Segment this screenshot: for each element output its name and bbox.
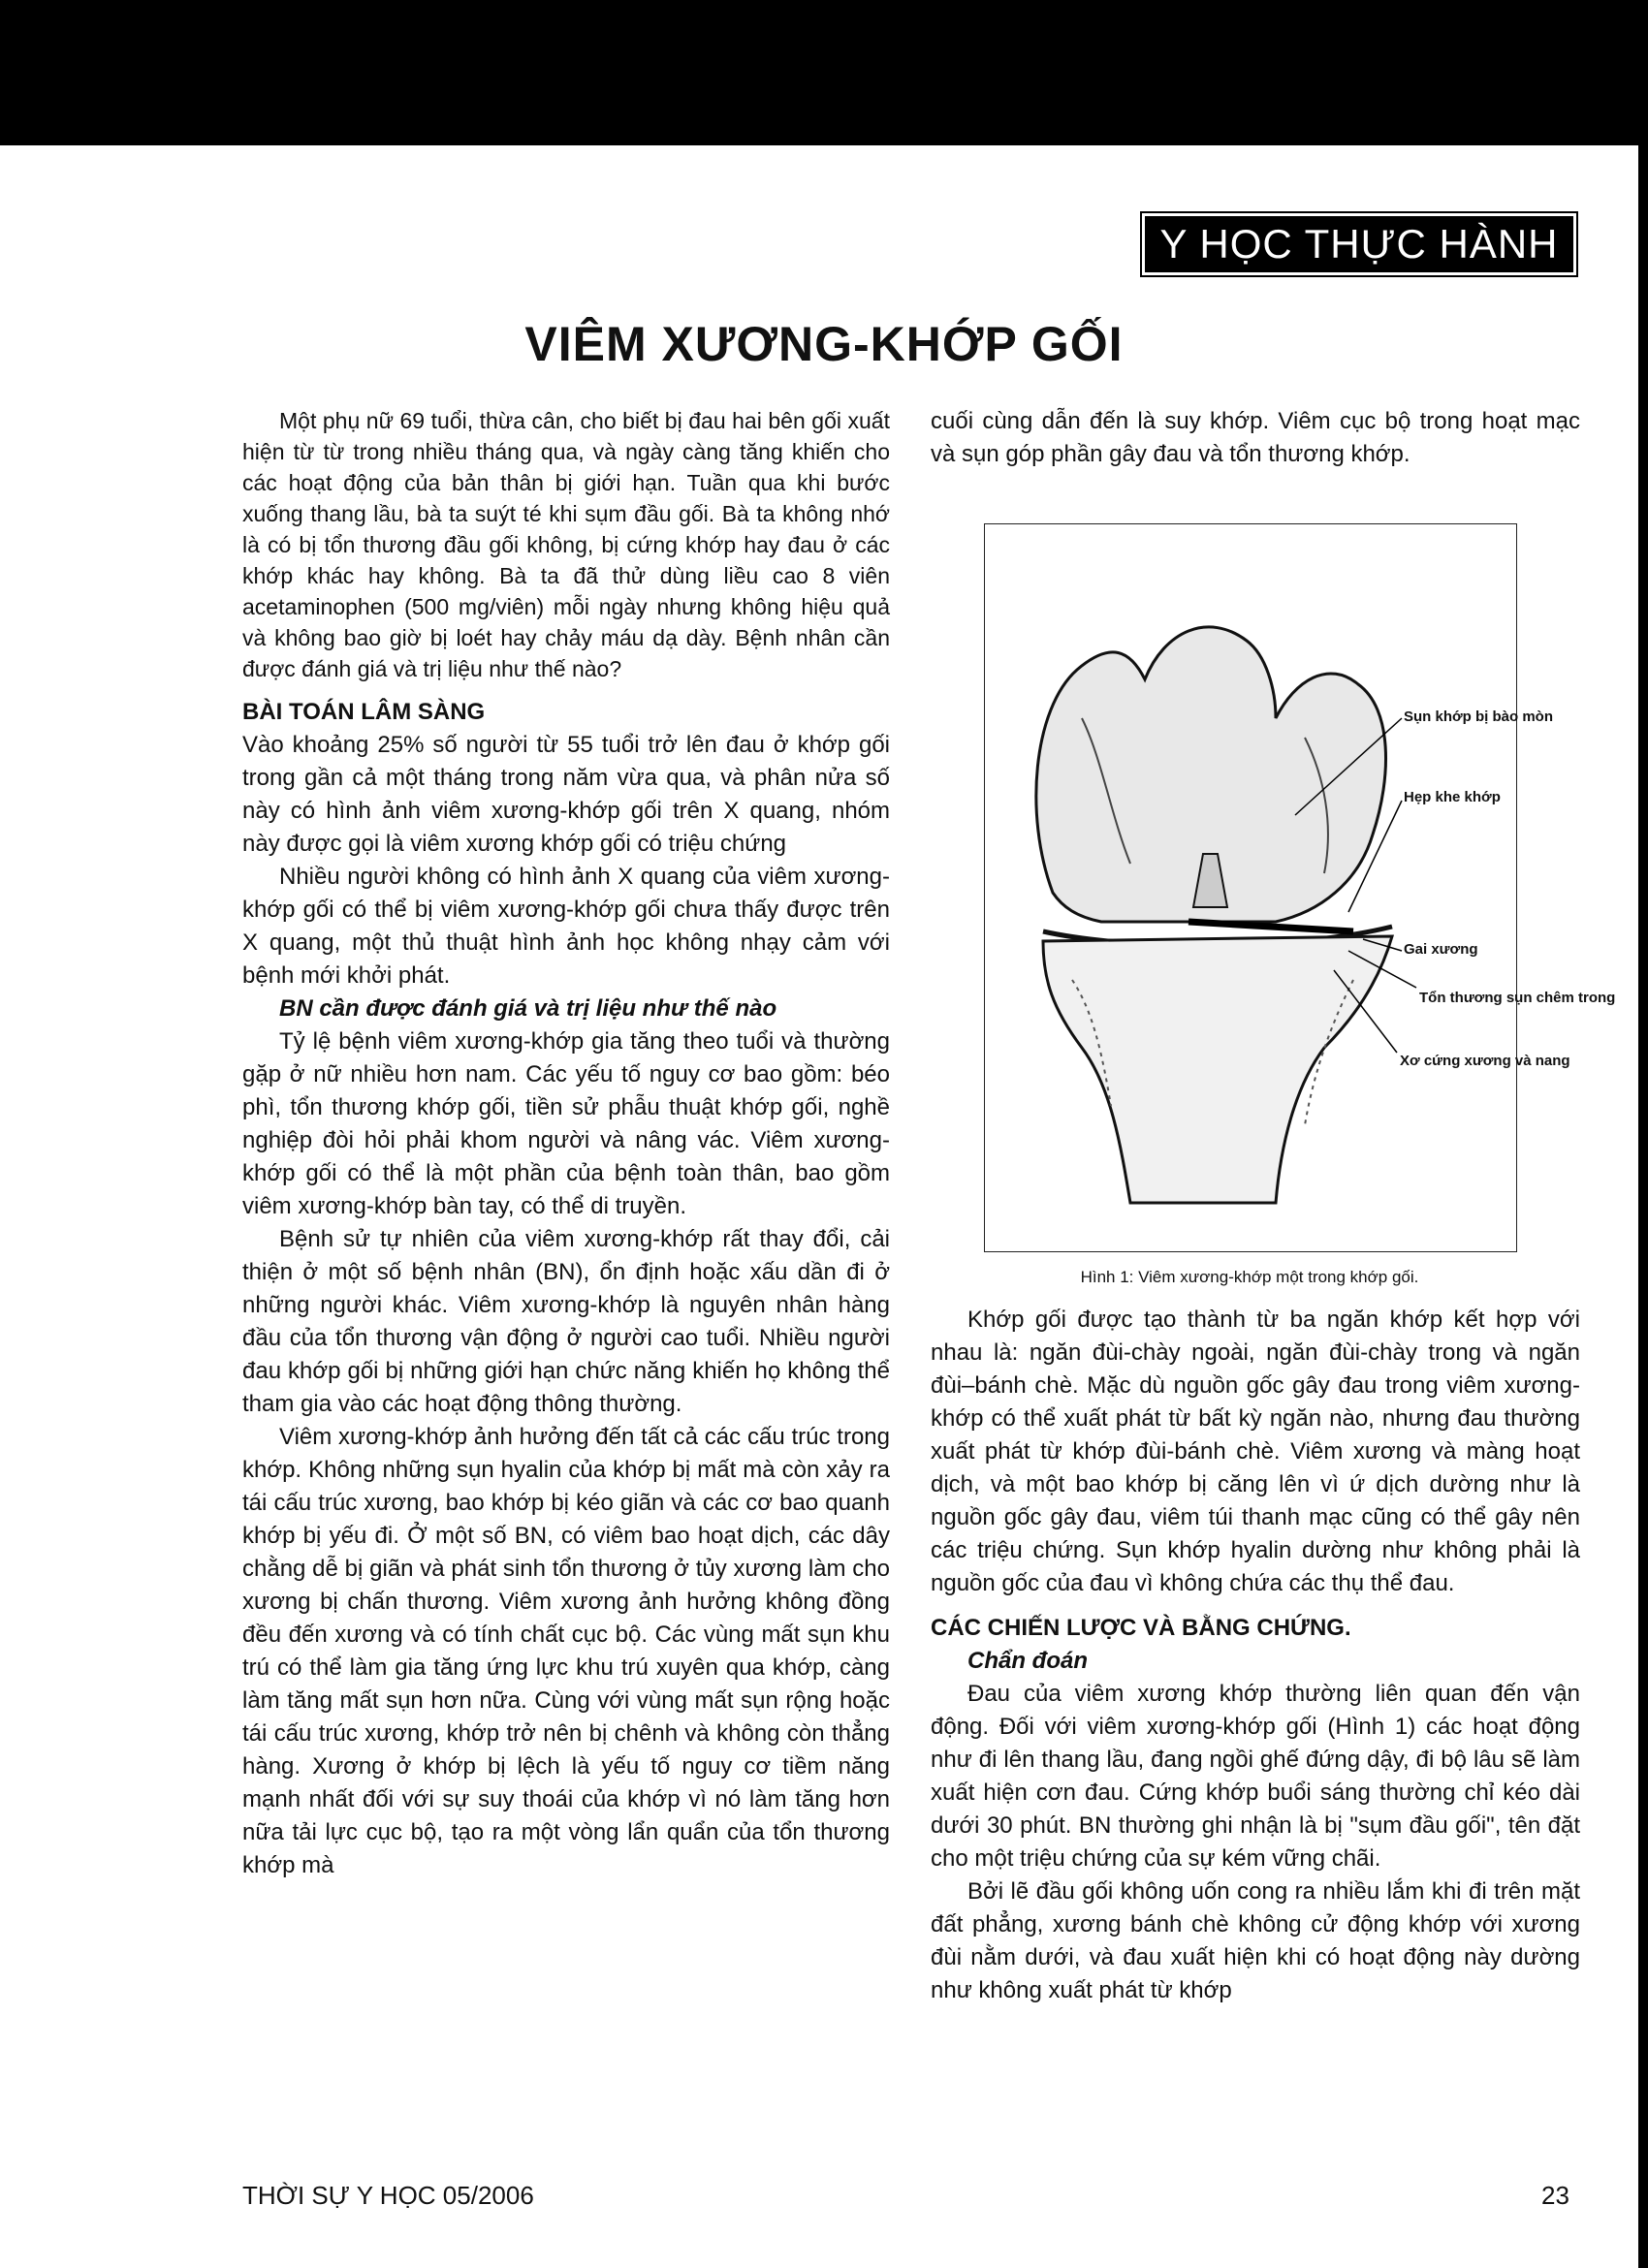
- knee-figure: [984, 523, 1616, 1252]
- paragraph: Bởi lẽ đầu gối không uốn cong ra nhiều lắm khi đi trên mặt đất phẳng, xương bánh chè không cử động khớp với xương đùi nằm dưới, và đau xuất hiện khi có hoạt động này dường như không xuất phát từ khớp: [931, 1878, 1580, 2003]
- subheading-diagnosis: Chẩn đoán: [967, 1648, 1088, 1674]
- heading-clinical-problem: BÀI TOÁN LÂM SÀNG: [242, 699, 486, 725]
- paragraph: Đau của viêm xương khớp thường liên quan đến vận động. Đối với viêm xương-khớp gối (Hình 1) các hoạt động như đi lên thang lầu, đang ngồi ghế đứng dậy, đi bộ lâu sẽ làm xuất hiện cơn đau. Cứng khớp buổi sáng thường chỉ kéo dài dưới 30 phút. BN thường ghi nhận là bị "sụm đầu gối", tên đặt cho một triệu chứng của sự kém vững chãi.: [931, 1681, 1580, 1872]
- knee-illustration: [985, 524, 1516, 1251]
- figure-label: Gai xương: [1404, 941, 1478, 958]
- figure-caption: Hình 1: Viêm xương-khớp một trong khớp gối.: [1080, 1268, 1419, 1286]
- intro-paragraph: Một phụ nữ 69 tuổi, thừa cân, cho biết bị đau hai bên gối xuất hiện từ từ trong nhiều tháng qua, và ngày càng tăng khiến cho các hoạt động của bản thân bị giới hạn. Tuần qua khi bước xuống thang lầu, bà ta suýt té khi sụm đầu gối. Bà ta không nhớ là có bị tổn thương đầu gối không, bị cứng khớp hay đau ở các khớp khác hay không. Bà ta đã thử dùng liều cao 8 viên acetaminophen (500 mg/viên) mỗi ngày nhưng không hiệu quả và không bao giờ bị loét hay chảy máu dạ dày. Bệnh nhân cần được đánh giá và trị liệu như thế nào?: [242, 408, 890, 681]
- article-title: VIÊM XƯƠNG-KHỚP GỐI: [524, 317, 1124, 371]
- page-number: 23: [1541, 2181, 1569, 2210]
- figure-label: Xơ cứng xương và nang: [1400, 1053, 1570, 1069]
- right-column-bottom: [931, 1304, 1580, 2007]
- figure-label: Sụn khớp bị bào mòn: [1404, 709, 1553, 725]
- subheading-evaluation: BN cần được đánh giá và trị liệu như thế nào: [279, 995, 777, 1022]
- paragraph: Tỷ lệ bệnh viêm xương-khớp gia tăng theo tuổi và thường gặp ở nữ nhiều hơn nam. Các yếu tố nguy cơ bao gồm: béo phì, tổn thương khớp gối, tiền sử phẫu thuật khớp gối, nghề nghiệp đòi hỏi phải khom người và nâng vác. Viêm xương-khớp gối có thể là một phần của bệnh toàn thân, bao gồm viêm xương-khớp bàn tay, có thể di truyền.: [242, 1028, 890, 1219]
- left-column: [242, 405, 890, 1882]
- footer-journal: THỜI SỰ Y HỌC 05/2006: [242, 2181, 534, 2210]
- paragraph: Khớp gối được tạo thành từ ba ngăn khớp kết hợp với nhau là: ngăn đùi-chày ngoài, ngăn đùi-chày trong và ngăn đùi–bánh chè. Mặc dù nguồn gốc gây đau trong viêm xương-khớp có thể xuất phát từ bất kỳ ngăn nào, nhưng đau thường xuất phát từ khớp đùi-bánh chè. Viêm xương và màng hoạt dịch, và một bao khớp bị căng lên vì ứ dịch dường như là nguồn gốc gây đau, viêm túi thanh mạc cũng có thể gây nên các triệu chứng. Sụn khớp hyalin dường như không phải là nguồn gốc của đau vì không chứa các thụ thể đau.: [931, 1307, 1580, 1596]
- paragraph: cuối cùng dẫn đến là suy khớp. Viêm cục bộ trong hoạt mạc và sụn góp phần gây đau và tổn thương khớp.: [931, 408, 1580, 467]
- paragraph: Viêm xương-khớp ảnh hưởng đến tất cả các cấu trúc trong khớp. Không những sụn hyalin của khớp bị mất mà còn xảy ra tái cấu trúc xương, bao khớp bị kéo giãn và các cơ bao quanh khớp bị yếu đi. Ở một số BN, có viêm bao hoạt dịch, các dây chằng dễ bị giãn và phát sinh tổn thương ở tủy xương làm cho xương bị chấn thương. Viêm xương ảnh hưởng không đồng đều đến xương và có tính chất cục bộ. Các vùng mất sụn khu trú có thể làm gia tăng ứng lực khu trú xuyên qua khớp, càng làm tăng mất sụn hơn nữa. Cùng với vùng mất sụn rộng hoặc tái cấu trúc xương, khớp trở nên bị chênh và không còn thẳng hàng. Xương ở khớp bị lệch là yếu tố nguy cơ tiềm năng mạnh nhất đối với sự suy thoái của khớp vì nó làm tăng hơn nữa tải lực cục bộ, tạo ra một vòng lẩn quẩn của tổn thương khớp mà: [242, 1424, 890, 1878]
- figure-label: Tổn thương sụn chêm trong: [1419, 990, 1616, 1006]
- section-tag: Y HỌC THỰC HÀNH: [1142, 213, 1576, 275]
- scan-top-band: [0, 0, 1648, 145]
- paragraph: Bệnh sử tự nhiên của viêm xương-khớp rất thay đổi, cải thiện ở một số bệnh nhân (BN), ổn định hoặc xấu dần đi ở những người khác. Viêm xương-khớp là nguyên nhân hàng đầu của tổn thương vận động ở người cao tuổi. Nhiều người đau khớp gối bị những giới hạn chức năng khiến họ không thể tham gia vào các hoạt động thông thường.: [242, 1226, 890, 1417]
- paragraph: Vào khoảng 25% số người từ 55 tuổi trở lên đau ở khớp gối trong gần cả một tháng trong năm vừa qua, và phân nửa số này có hình ảnh viêm xương-khớp gối trên X quang, nhóm này được gọi là viêm xương khớp gối có triệu chứng: [242, 732, 890, 857]
- heading-strategies: CÁC CHIẾN LƯỢC VÀ BẰNG CHỨNG.: [931, 1615, 1351, 1641]
- paragraph: Nhiều người không có hình ảnh X quang của viêm xương-khớp gối có thể bị viêm xương-khớp gối chưa thấy được trên X quang, một thủ thuật hình ảnh học không nhạy cảm với bệnh mới khởi phát.: [242, 864, 890, 989]
- figure-label: Hẹp khe khớp: [1404, 789, 1501, 805]
- right-column-top: [931, 405, 1580, 471]
